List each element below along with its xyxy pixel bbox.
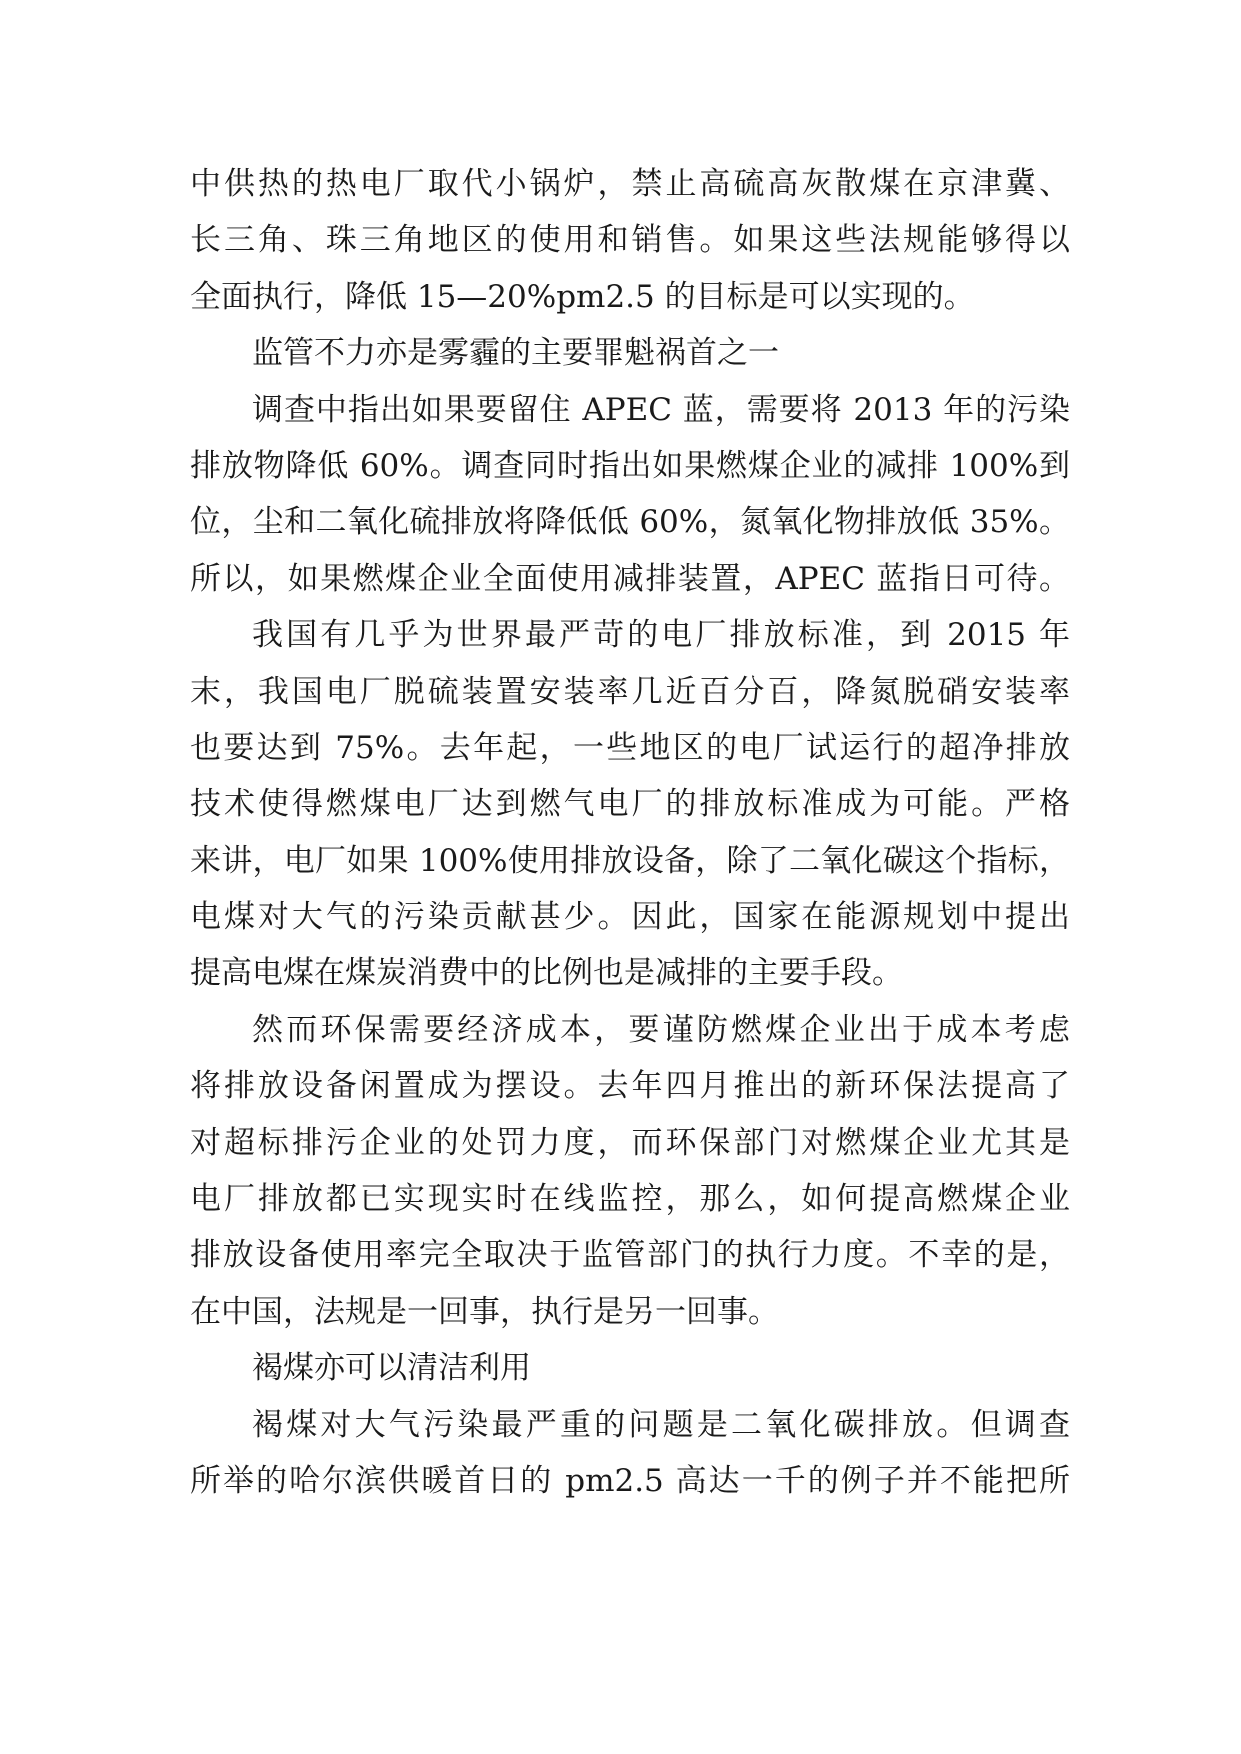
- document-body: [190, 156, 1070, 1509]
- text-line: 我国有几乎为世界最严苛的电厂排放标准，到 2015 年: [252, 617, 1070, 654]
- text-line: 然而环保需要经济成本，要谨防燃煤企业出于成本考虑: [252, 1011, 1070, 1048]
- text-line: 排放设备使用率完全取决于监管部门的执行力度。不幸的是，: [190, 1237, 1070, 1274]
- text-line: 电厂排放都已实现实时在线监控，那么，如何提高燃煤企业: [190, 1181, 1070, 1218]
- text-line: 褐煤对大气污染最严重的问题是二氧化碳排放。但调查: [252, 1406, 1070, 1443]
- text-line: 对超标排污企业的处罚力度，而环保部门对燃煤企业尤其是: [190, 1124, 1070, 1161]
- text-line: 调查中指出如果要留住 APEC 蓝，需要将 2013 年的污染: [252, 391, 1070, 428]
- text-line: 电煤对大气的污染贡献甚少。因此，国家在能源规划中提出: [190, 899, 1070, 936]
- text-line: 在中国，法规是一回事，执行是另一回事。: [190, 1293, 779, 1330]
- text-line: 所举的哈尔滨供暖首日的 pm2.5 高达一千的例子并不能把所: [190, 1462, 1070, 1499]
- text-line: 中供热的热电厂取代小锅炉，禁止高硫高灰散煤在京津冀、: [190, 166, 1070, 202]
- text-line: 全面执行，降低 15—20%pm2.5 的目标是可以实现的。: [190, 278, 975, 315]
- text-line: 末，我国电厂脱硫装置安装率几近百分百，降氮脱硝安装率: [190, 673, 1070, 710]
- text-line: 排放物降低 60%。调查同时指出如果燃煤企业的减排 100%到: [190, 447, 1070, 484]
- text-line: 技术使得燃煤电厂达到燃气电厂的排放标准成为可能。严格: [190, 786, 1070, 823]
- text-line: 位，尘和二氧化硫排放将降低低 60%，氮氧化物排放低 35%。: [190, 504, 1070, 541]
- text-line: 也要达到 75%。去年起，一些地区的电厂试运行的超净排放: [190, 729, 1070, 766]
- text-line: 长三角、珠三角地区的使用和销售。如果这些法规能够得以: [190, 222, 1070, 259]
- text-line: 所以，如果燃煤企业全面使用减排装置，APEC 蓝指日可待。: [190, 560, 1070, 597]
- section-heading: 监管不力亦是雾霾的主要罪魁祸首之一: [252, 335, 779, 372]
- text-line: 来讲，电厂如果 100%使用排放设备，除了二氧化碳这个指标，: [190, 842, 1070, 879]
- text-line: 将排放设备闲置成为摆设。去年四月推出的新环保法提高了: [190, 1068, 1070, 1105]
- section-heading: 褐煤亦可以清洁利用: [252, 1350, 531, 1387]
- text-line: 提高电煤在煤炭消费中的比例也是减排的主要手段。: [190, 955, 903, 992]
